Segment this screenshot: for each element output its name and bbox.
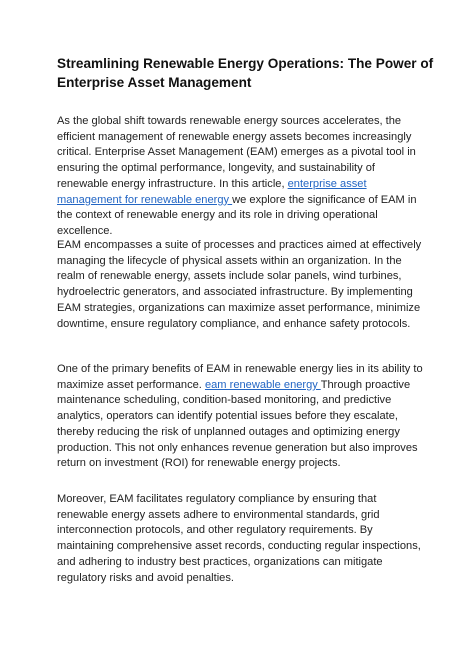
paragraph-regulatory-compliance: Moreover, EAM facilitates regulatory compliance by ensuring that renewable energy assets adhere to environmental standards, grid interconnection protocols, and other regulatory requirements. By maintaining comprehensive asset records, conducting regular inspections, and adhering to industry best practices, organizations can mitigate regulatory risks and avoid penalties. <box>57 493 421 584</box>
paragraph-asset-performance <box>57 362 423 472</box>
paragraph-eam-overview: EAM encompasses a suite of processes and practices aimed at effectively managing the lifecycle of physical assets within an organization. In the realm of renewable energy, assets include solar panels, wind turbines, hydroelectric generators, and associated infrastructure. By implementing EAM strategies, organizations can maximize asset performance, minimize downtime, ensure regulatory compliance, and enhance safety protocols. <box>57 239 422 330</box>
page-title: Streamlining Renewable Energy Operations: The Power of Enterprise Asset Management <box>57 56 434 90</box>
paragraph-intro <box>57 114 423 240</box>
paragraph-intro-text-after: we explore the significance of EAM in the context of renewable energy and its role in driving operational excellence. <box>57 193 417 237</box>
link-eam-renewable-energy[interactable]: eam renewable energy <box>204 378 321 391</box>
link-enterprise-asset-management[interactable]: enterprise asset management for renewable energy <box>57 177 367 206</box>
paragraph-performance-text-before: One of the primary benefits of EAM in renewable energy lies in its ability to maximize asset performance. <box>57 363 423 391</box>
paragraph-performance-text-after: Through proactive maintenance scheduling, condition-based monitoring, and predictive analytics, operators can identify potential issues before they escalate, thereby reducing the risk of unplanned outages and optimizing energy production. This not only enhances revenue generation but also improves return on investment (ROI) for renewable energy projects. <box>57 378 418 470</box>
paragraph-intro-text-before: As the global shift towards renewable energy sources accelerates, the efficient management of renewable energy assets becomes increasingly critical. Enterprise Asset Management (EAM) emerges as a pivotal tool in ensuring the optimal performance, longevity, and sustainability of renewable energy infrastructure. In this article, <box>57 115 416 190</box>
